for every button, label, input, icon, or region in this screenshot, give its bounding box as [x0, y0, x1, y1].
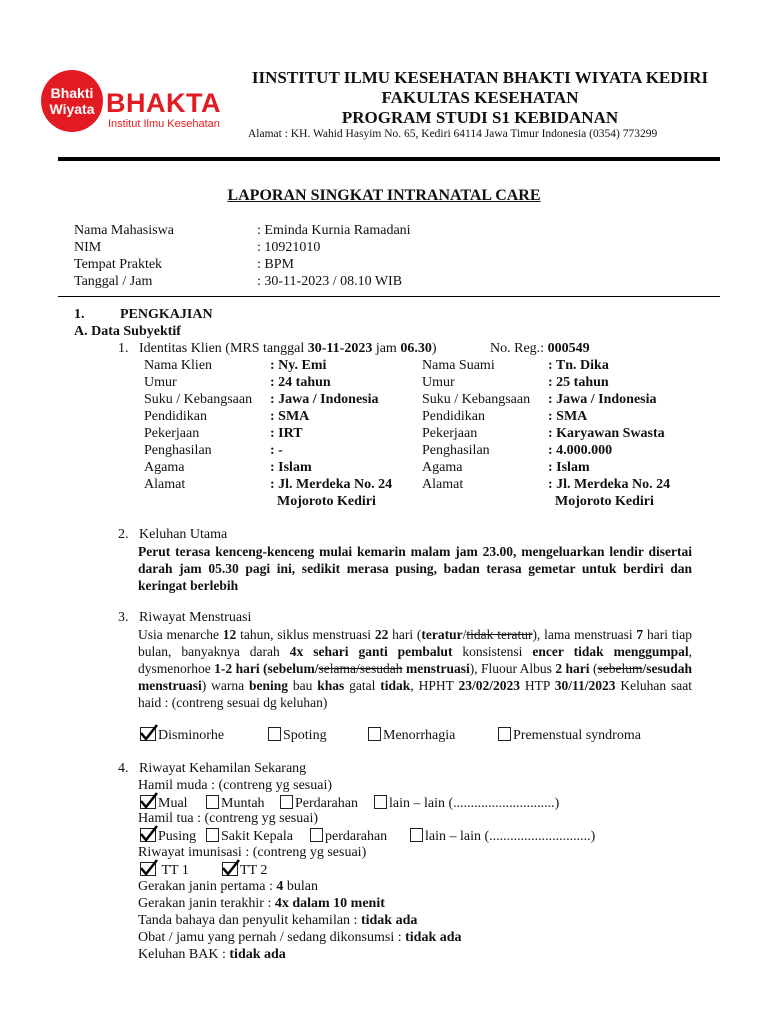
- husband-value: : Islam: [548, 460, 590, 475]
- checkbox-icon[interactable]: [374, 795, 387, 809]
- husband-value: : Tn. Dika: [548, 358, 609, 373]
- menstruation-heading: 3. Riwayat Menstruasi: [118, 610, 252, 625]
- client-label: Suku / Kebangsaan: [144, 392, 253, 407]
- option-lain-lain[interactable]: lain – lain (.............................): [410, 829, 595, 844]
- logo-brand: BHAKTA: [106, 88, 221, 118]
- urination-complaint: Keluhan BAK : tidak ada: [138, 947, 286, 962]
- husband-value: : 25 tahun: [548, 375, 609, 390]
- section-number: 1.: [74, 307, 85, 322]
- immunization-label: Riwayat imunisasi : (contreng yg sesuai): [138, 845, 367, 860]
- last-fetal-movement: Gerakan janin terakhir : 4x dalam 10 menit: [138, 896, 385, 911]
- client-value: : Jl. Merdeka No. 24: [270, 477, 393, 492]
- option-tt1[interactable]: TT 1: [140, 862, 222, 879]
- first-fetal-movement: Gerakan janin pertama : 4 bulan: [138, 879, 318, 894]
- client-value: : IRT: [270, 426, 303, 441]
- checkbox-checked-icon[interactable]: [140, 828, 156, 842]
- institute-logo-mark: [41, 70, 103, 132]
- subsection-title: A. Data Subyektif: [74, 324, 181, 339]
- early-pregnancy-options: [140, 795, 559, 812]
- client-label: Nama Klien: [144, 358, 213, 373]
- client-value: : Ny. Emi: [270, 358, 327, 373]
- husband-label: Pekerjaan: [422, 426, 478, 441]
- menstruation-history: Usia menarche 12 tahun, siklus menstruasi 22 hari (teratur/tidak teratur), lama menstruasi 7 hari tiap bulan, banyaknya darah 4x sehari ganti pembalut konsistensi encer tidak menggumpal, dysmenorhoe 1-2 hari (sebelum/selama/sesudah menstruasi), Fluour Albus 2 hari (sebelum/sesudah menstruasi) warna bening bau khas gatal tidak, HPHT 23/02/2023 HTP 30/11/2023 Keluhan saat haid : (contreng sesuai dg keluhan): [138, 627, 693, 710]
- late-pregnancy-label: Hamil tua : (contreng yg sesuai): [138, 811, 319, 826]
- student-value: : BPM: [257, 257, 294, 272]
- option-muntah[interactable]: Muntah: [206, 795, 280, 812]
- checkbox-icon[interactable]: [310, 828, 323, 842]
- header-address: Alamat : KH. Wahid Hasyim No. 65, Kediri 64114 Jawa Timur Indonesia (0354) 773299: [248, 128, 658, 140]
- husband-value: : Karyawan Swasta: [548, 426, 665, 441]
- client-value: Mojoroto Kediri: [277, 494, 376, 509]
- husband-label: Suku / Kebangsaan: [422, 392, 531, 407]
- option-mual[interactable]: Mual: [140, 795, 206, 812]
- husband-label: Alamat: [422, 477, 464, 492]
- husband-value: : SMA: [548, 409, 588, 424]
- client-label: Agama: [144, 460, 185, 475]
- late-pregnancy-options: [140, 828, 595, 845]
- checkbox-checked-icon[interactable]: [140, 862, 156, 876]
- danger-signs: Tanda bahaya dan penyulit kehamilan : tidak ada: [138, 913, 418, 928]
- option-perdarahan[interactable]: Perdarahan: [280, 795, 374, 812]
- client-value: : Islam: [270, 460, 312, 475]
- complaint-heading: 2. Keluhan Utama: [118, 527, 228, 542]
- option-lain-lain[interactable]: lain – lain (.............................): [374, 796, 559, 811]
- checkbox-checked-icon[interactable]: [222, 862, 238, 876]
- husband-value: : Jl. Merdeka No. 24: [548, 477, 671, 492]
- medication: Obat / jamu yang pernah / sedang dikonsumsi : tidak ada: [138, 930, 462, 945]
- option-pusing[interactable]: Pusing: [140, 828, 206, 845]
- client-label: Pekerjaan: [144, 426, 200, 441]
- identitas-heading: 1. Identitas Klien (MRS tanggal 30-11-2023 jam 06.30): [118, 341, 437, 356]
- option-sakit-kepala[interactable]: Sakit Kepala: [206, 828, 310, 845]
- client-value: : -: [270, 443, 283, 458]
- husband-value: : 4.000.000: [548, 443, 613, 458]
- husband-label: Pendidikan: [422, 409, 485, 424]
- checkbox-checked-icon[interactable]: [140, 727, 156, 741]
- client-value: : 24 tahun: [270, 375, 331, 390]
- husband-label: Penghasilan: [422, 443, 490, 458]
- student-value: : Eminda Kurnia Ramadani: [257, 223, 411, 238]
- husband-value: : Jawa / Indonesia: [548, 392, 657, 407]
- husband-label: Umur: [422, 375, 455, 390]
- student-label: Tanggal / Jam: [74, 274, 153, 289]
- checkbox-icon[interactable]: [368, 727, 381, 741]
- option-menorrhagia[interactable]: Menorrhagia: [368, 727, 498, 744]
- mrs-time: 06.30: [400, 341, 432, 356]
- client-label: Pendidikan: [144, 409, 207, 424]
- early-pregnancy-label: Hamil muda : (contreng yg sesuai): [138, 778, 333, 793]
- option-premenstual[interactable]: Premenstual syndroma: [498, 728, 641, 743]
- logo-tagline: Institut Ilmu Kesehatan: [108, 118, 220, 130]
- checkbox-checked-icon[interactable]: [140, 795, 156, 809]
- client-value: : SMA: [270, 409, 310, 424]
- client-label: Penghasilan: [144, 443, 212, 458]
- husband-label: Nama Suami: [422, 358, 495, 373]
- client-label: Alamat: [144, 477, 186, 492]
- checkbox-icon[interactable]: [498, 727, 511, 741]
- header-divider: [58, 157, 720, 161]
- header-faculty: FAKULTAS KESEHATAN: [381, 88, 579, 107]
- info-divider: [58, 296, 720, 297]
- student-value: : 30-11-2023 / 08.10 WIB: [257, 274, 403, 289]
- logo-line1: Bhakti: [50, 85, 94, 101]
- checkbox-icon[interactable]: [410, 828, 423, 842]
- mrs-date: 30-11-2023: [307, 341, 373, 356]
- checkbox-icon[interactable]: [268, 727, 281, 741]
- checkbox-icon[interactable]: [280, 795, 293, 809]
- option-spoting[interactable]: Spoting: [268, 727, 368, 744]
- option-disminorhe[interactable]: Disminorhe: [140, 727, 268, 744]
- client-label: Umur: [144, 375, 177, 390]
- pregnancy-heading: 4. Riwayat Kehamilan Sekarang: [118, 761, 307, 776]
- immunization-options: [140, 862, 267, 879]
- student-label: NIM: [74, 240, 102, 255]
- option-perdarahan[interactable]: perdarahan: [310, 828, 410, 845]
- student-label: Nama Mahasiswa: [74, 223, 174, 238]
- menstrual-complaint-options: [140, 727, 641, 744]
- option-tt2[interactable]: TT 2: [222, 863, 267, 878]
- husband-label: Agama: [422, 460, 463, 475]
- registration-number: No. Reg.: 000549: [490, 341, 590, 356]
- client-value: : Jawa / Indonesia: [270, 392, 379, 407]
- checkbox-icon[interactable]: [206, 795, 219, 809]
- complaint-text: Perut terasa kenceng-kenceng mulai kemarin malam jam 23.00, mengeluarkan lendir disertai darah jam 05.30 pagi ini, sedikit merasa pusing, badan terasa gemetar untuk berdiri dan keringat berlebih: [138, 544, 692, 593]
- student-label: Tempat Praktek: [74, 257, 163, 272]
- header-institute: IINSTITUT ILMU KESEHATAN BHAKTI WIYATA KEDIRI: [251, 68, 709, 87]
- section-title: PENGKAJIAN: [120, 307, 213, 322]
- checkbox-icon[interactable]: [206, 828, 219, 842]
- report-title: LAPORAN SINGKAT INTRANATAL CARE: [227, 187, 541, 204]
- logo-line2: Wiyata: [49, 101, 95, 117]
- header-program: PROGRAM STUDI S1 KEBIDANAN: [341, 108, 619, 127]
- student-value: : 10921010: [257, 240, 321, 255]
- husband-value: Mojoroto Kediri: [555, 494, 654, 509]
